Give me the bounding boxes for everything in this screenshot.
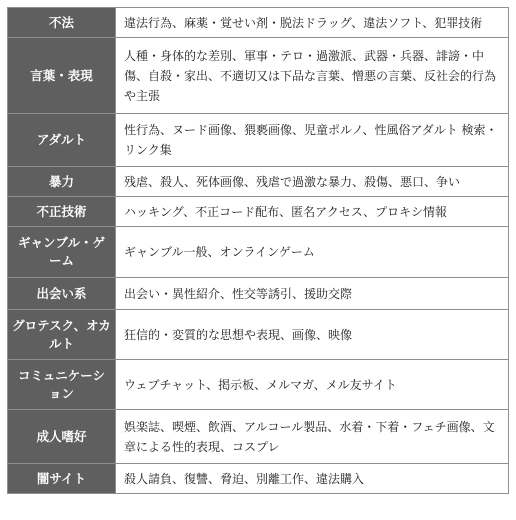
description-text: ウェブチャット、掲示板、メルマガ、メル友サイト [124,377,397,392]
category-cell [8,410,116,464]
category-label: アダルト [36,132,87,147]
category-cell [8,38,116,114]
description-cell [116,8,509,38]
description-cell [116,167,509,197]
description-cell [116,464,509,494]
description-cell [116,38,509,114]
description-cell [116,360,509,410]
table-row [8,167,509,197]
description-cell [116,227,509,278]
table-row [8,114,509,167]
category-cell [8,278,116,310]
category-cell [8,167,116,197]
description-text: 性行為、ヌード画像、猥褻画像、児童ポルノ、性風俗アダルト 検索・リンク集 [124,123,498,157]
table-row [8,197,509,227]
category-label: 出会い系 [36,285,87,301]
description-text: ハッキング、不正コード配布、匿名アクセス、プロキシ情報 [124,204,448,219]
category-cell [8,310,116,360]
category-label: 暴力 [48,173,74,189]
description-text: 違法行為、麻薬・覚せい剤・脱法ドラッグ、違法ソフト、犯罪技術 [124,15,483,30]
category-label: グロテスク、オカルト [12,317,111,351]
category-label: 闇サイト [36,470,87,486]
table-row [8,360,509,410]
table-row [8,278,509,310]
category-cell [8,360,116,410]
category-cell [8,197,116,227]
category-cell [8,8,116,38]
description-cell [116,310,509,360]
description-text: 娯楽誌、喫煙、飲酒、アルコール製品、水着・下着・フェチ画像、文章による性的表現、コスプレ [124,419,495,454]
description-text: 人種・身体的な差別、軍事・テロ・過激派、武器・兵器、誹謗・中傷、自殺・家出、不適切又は下品な言葉、憎悪の言葉、反社会的行為や主張 [124,48,497,103]
category-label: 不正技術 [36,203,87,219]
category-label: 不法 [48,14,74,30]
category-label: ギャンブル・ゲーム [17,235,105,268]
table-row [8,464,509,494]
category-label: コミュニケーション [17,367,105,401]
description-cell [116,278,509,310]
category-cell [8,114,116,167]
category-label: 成人嗜好 [36,428,87,444]
description-text: 狂信的・変質的な思想や表現、画像、映像 [124,327,353,342]
description-text: 残虐、殺人、死体画像、残虐で過激な暴力、殺傷、悪口、争い [124,174,461,189]
description-cell [116,197,509,227]
description-text: 出会い・異性紹介、性交等誘引、援助交際 [124,286,353,301]
description-text: ギャンブル一般、オンラインゲーム [124,245,315,259]
table-row [8,227,509,278]
table-row [8,8,509,38]
table-row [8,410,509,464]
category-cell [8,464,116,494]
table-row [8,310,509,360]
filter-category-table [7,7,509,494]
category-cell [8,227,116,278]
category-label: 言葉・表現 [30,67,93,83]
description-cell [116,114,509,167]
description-cell [116,410,509,464]
description-text: 殺人請負、復讐、脅迫、別離工作、違法購入 [124,471,365,486]
table-row [8,38,509,114]
